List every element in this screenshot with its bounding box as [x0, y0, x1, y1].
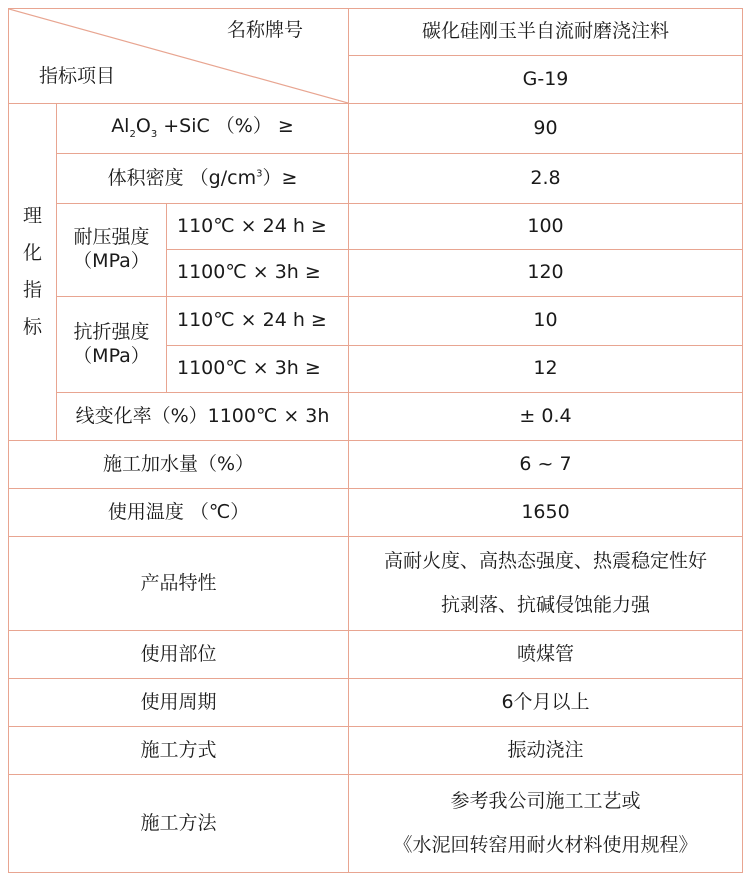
location-label: 使用部位 — [9, 631, 349, 679]
location-value: 喷煤管 — [349, 631, 743, 679]
header-diagonal-cell — [9, 9, 349, 104]
mode-value: 振动浇注 — [349, 727, 743, 775]
water-value: 6 ~ 7 — [349, 441, 743, 489]
density-label: 体积密度 $(g/cm^3)\ge$ — [57, 154, 349, 204]
compressive-value-2: 120 — [349, 250, 743, 297]
flexural-label: 抗折强度 （MPa） — [57, 297, 167, 393]
compressive-condition-1: 110℃ × 24 h ≥ — [167, 204, 349, 250]
features-label: 产品特性 — [9, 537, 349, 631]
temperature-value: 1650 — [349, 489, 743, 537]
product-grade: G-19 — [349, 56, 743, 104]
spec-table — [8, 8, 743, 873]
compressive-condition-2: 1100℃ × 3h ≥ — [167, 250, 349, 297]
al-sic-value: 90 — [349, 104, 743, 154]
al-sic-label: $Al_2O_3 +SiC$ （%） ≥ — [57, 104, 349, 154]
flexural-value-2: 12 — [349, 346, 743, 393]
period-value: 6个月以上 — [349, 679, 743, 727]
flexural-condition-1: 110℃ × 24 h ≥ — [167, 297, 349, 346]
temperature-label: 使用温度 （℃） — [9, 489, 349, 537]
item-label: 指标项目 — [39, 65, 116, 88]
flexural-value-1: 10 — [349, 297, 743, 346]
flexural-condition-2: 1100℃ × 3h ≥ — [167, 346, 349, 393]
linear-change-value: ± 0.4 — [349, 393, 743, 441]
brand-label: 名称牌号 — [227, 19, 304, 41]
features-value: 高耐火度、高热态强度、热震稳定性好 抗剥落、抗碱侵蚀能力强 — [349, 537, 743, 631]
compressive-label: 耐压强度 （MPa） — [57, 204, 167, 297]
method-value: 参考我公司施工工艺或 《水泥回转窑用耐火材料使用规程》 — [349, 775, 743, 873]
method-label: 施工方法 — [9, 775, 349, 873]
compressive-value-1: 100 — [349, 204, 743, 250]
linear-change-label: 线变化率（%）1100℃ × 3h — [57, 393, 349, 441]
physical-group-label: 理 化 指 标 — [9, 104, 57, 441]
water-label: 施工加水量（%） — [9, 441, 349, 489]
density-value: 2.8 — [349, 154, 743, 204]
mode-label: 施工方式 — [9, 727, 349, 775]
product-name: 碳化硅刚玉半自流耐磨浇注料 — [349, 9, 743, 56]
period-label: 使用周期 — [9, 679, 349, 727]
